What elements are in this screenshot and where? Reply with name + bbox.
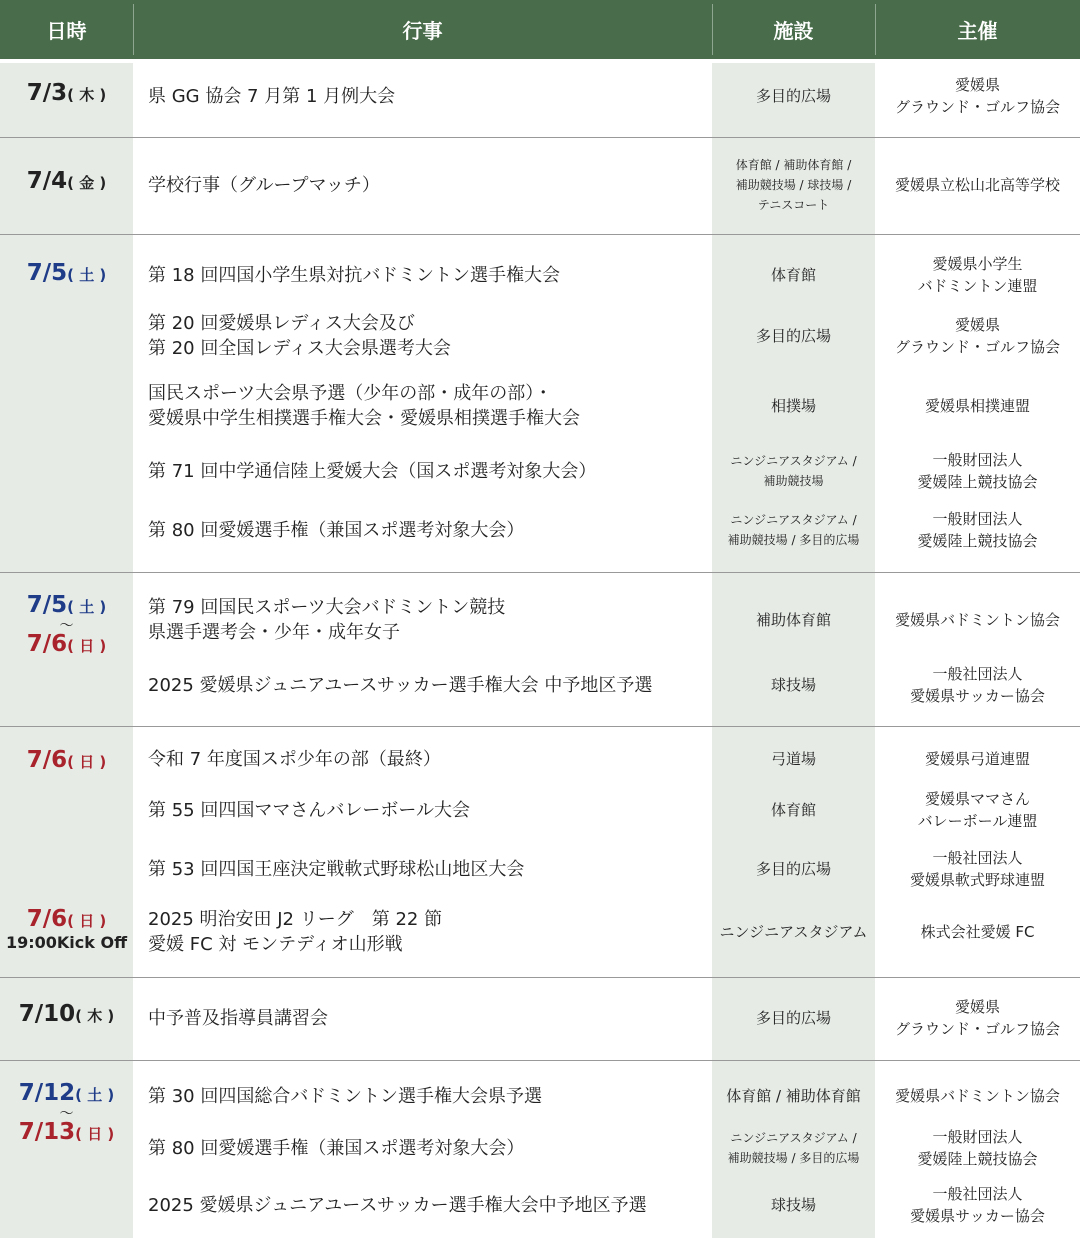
facility-line: 球技場	[770, 676, 816, 694]
event-line: 第 18 回四国小学生県対抗バドミントン選手権大会	[148, 264, 560, 286]
facility-line: 多目的広場	[755, 87, 831, 105]
organizer-line: バレーボール連盟	[917, 812, 1038, 830]
organizer-line: 一般財団法人	[932, 451, 1023, 469]
organizer-line: 株式会社愛媛 FC	[920, 923, 1035, 941]
facility-name	[712, 441, 875, 501]
event-name	[148, 839, 708, 899]
organizer-line: 愛媛県バドミントン協会	[895, 611, 1060, 629]
organizer-line: 愛媛県弓道連盟	[924, 750, 1030, 768]
facility-name	[712, 988, 875, 1048]
event-line: 学校行事（グループマッチ）	[148, 174, 380, 196]
organizer-line: 愛媛陸上競技協会	[917, 532, 1038, 550]
event-line: 2025 明治安田 J2 リーグ 第 22 節	[148, 909, 443, 930]
organizer-name	[875, 902, 1080, 962]
organizer-name	[875, 655, 1080, 715]
facility-name	[712, 655, 875, 715]
header-divider	[875, 4, 876, 55]
date-weekday: ( 木 )	[75, 1007, 115, 1025]
organizer-name	[875, 1118, 1080, 1178]
facility-line: 補助体育館	[755, 611, 831, 629]
facility-name	[712, 839, 875, 899]
organizer-name	[875, 245, 1080, 305]
row-divider	[0, 572, 1080, 573]
facility-line: ニンジニアスタジアム	[719, 923, 868, 941]
facility-line: 球技場	[770, 1196, 816, 1214]
facility-line: 補助競技場 / 多目的広場	[727, 1151, 860, 1165]
date-line	[0, 1003, 133, 1026]
facility-name	[712, 1118, 875, 1178]
facility-line: 多目的広場	[755, 860, 831, 878]
event-line: 第 53 回四国王座決定戦軟式野球松山地区大会	[148, 858, 525, 880]
facility-line: 補助競技場 / 多目的広場	[727, 533, 860, 547]
date-number: 7/4	[26, 168, 68, 194]
facility-line: 多目的広場	[755, 327, 831, 345]
facility-line: ニンジニアスタジアム /	[730, 513, 857, 527]
organizer-line: 一般社団法人	[932, 665, 1023, 683]
event-name	[148, 655, 708, 715]
event-line: 第 55 回四国ママさんバレーボール大会	[148, 799, 470, 821]
event-line: 県選手選考会・少年・成年女子	[148, 622, 400, 643]
date-number: 7/6	[26, 906, 68, 932]
date-line	[0, 1082, 133, 1105]
date-line	[0, 749, 133, 772]
date-weekday: ( 日 )	[75, 1125, 115, 1143]
date-line	[0, 1121, 133, 1144]
row-divider	[0, 726, 1080, 727]
event-line: 国民スポーツ大会県予選（少年の部・成年の部）・	[148, 383, 553, 404]
row-divider	[0, 1060, 1080, 1061]
facility-line: 体育館	[770, 266, 816, 284]
date-weekday: ( 日 )	[67, 637, 107, 655]
organizer-name	[875, 839, 1080, 899]
organizer-name	[875, 988, 1080, 1048]
row-divider	[0, 137, 1080, 138]
event-line: 第 80 回愛媛選手権（兼国スポ選考対象大会）	[148, 519, 525, 541]
date-number: 7/3	[26, 80, 68, 106]
facility-name	[712, 66, 875, 126]
date-line	[0, 908, 133, 931]
organizer-name	[875, 376, 1080, 436]
facility-name	[712, 590, 875, 650]
event-line: 第 71 回中学通信陸上愛媛大会（国スポ選考対象大会）	[148, 460, 597, 482]
event-line: 第 30 回四国総合バドミントン選手権大会県予選	[148, 1085, 542, 1107]
date-block	[0, 749, 133, 772]
event-name	[148, 376, 708, 436]
event-line: 令和 7 年度国スポ少年の部（最終）	[148, 748, 441, 770]
event-line: 2025 愛媛県ジュニアユースサッカー選手権大会中予地区予選	[148, 1194, 647, 1216]
facility-line: 体育館 / 補助体育館	[726, 1087, 861, 1105]
date-number: 7/6	[26, 631, 68, 657]
date-weekday: ( 日 )	[67, 753, 107, 771]
facility-name	[712, 306, 875, 366]
facility-line: 体育館	[770, 801, 816, 819]
row-divider	[0, 977, 1080, 978]
date-number: 7/12	[18, 1080, 76, 1106]
event-name	[148, 590, 708, 650]
date-block	[0, 262, 133, 285]
event-line: 愛媛県中学生相撲選手権大会・愛媛県相撲選手権大会	[148, 408, 580, 429]
facility-name	[712, 155, 875, 215]
facility-line: 補助競技場 / 球技場 /	[735, 178, 852, 192]
date-number: 7/13	[18, 1119, 76, 1145]
date-line	[0, 633, 133, 656]
organizer-line: 一般社団法人	[932, 1185, 1023, 1203]
organizer-line: 愛媛県サッカー協会	[910, 1207, 1045, 1225]
facility-line: ニンジニアスタジアム /	[730, 1131, 857, 1145]
organizer-line: 一般財団法人	[932, 1128, 1023, 1146]
organizer-line: 愛媛県軟式野球連盟	[909, 871, 1045, 889]
date-weekday: ( 木 )	[67, 86, 107, 104]
organizer-name	[875, 441, 1080, 501]
date-block	[0, 170, 133, 193]
organizer-line: 愛媛県バドミントン協会	[895, 1087, 1060, 1105]
organizer-line: 愛媛県相撲連盟	[924, 397, 1030, 415]
kickoff-time: 19:00Kick Off	[5, 933, 128, 952]
organizer-name	[875, 590, 1080, 650]
event-name	[148, 1066, 708, 1126]
event-name	[148, 902, 708, 962]
date-line	[0, 262, 133, 285]
organizer-line: グラウンド・ゴルフ協会	[894, 98, 1060, 116]
organizer-name	[875, 306, 1080, 366]
facility-line: 多目的広場	[755, 1009, 831, 1027]
organizer-line: グラウンド・ゴルフ協会	[894, 1020, 1060, 1038]
organizer-line: 愛媛県立松山北高等学校	[894, 176, 1060, 194]
header-divider	[133, 4, 134, 55]
event-line: 中予普及指導員講習会	[148, 1007, 328, 1029]
date-range-tilde: 〜	[59, 618, 74, 634]
date-number: 7/5	[26, 592, 68, 618]
date-weekday: ( 日 )	[67, 912, 107, 930]
event-name	[148, 306, 708, 366]
header-date: 日時	[0, 0, 133, 59]
event-name	[148, 1175, 708, 1235]
organizer-line: 愛媛県	[954, 76, 1000, 94]
facility-line: 相撲場	[770, 397, 816, 415]
date-weekday: ( 土 )	[67, 598, 107, 616]
date-line	[0, 594, 133, 617]
header-facility: 施設	[712, 0, 875, 59]
organizer-name	[875, 780, 1080, 840]
header-organizer: 主催	[875, 0, 1080, 59]
event-line: 第 80 回愛媛選手権（兼国スポ選考対象大会）	[148, 1137, 525, 1159]
organizer-line: 愛媛県小学生	[932, 255, 1023, 273]
organizer-line: 一般財団法人	[932, 510, 1023, 528]
organizer-line: 愛媛陸上競技協会	[917, 473, 1038, 491]
organizer-line: 愛媛陸上競技協会	[917, 1150, 1038, 1168]
facility-name	[712, 1066, 875, 1126]
event-line: 第 20 回全国レディス大会県選考大会	[148, 338, 451, 359]
date-number: 7/6	[26, 747, 68, 773]
header-divider	[712, 4, 713, 55]
event-line: 第 20 回愛媛県レディス大会及び	[148, 313, 415, 334]
event-name	[148, 66, 708, 126]
date-weekday: ( 金 )	[67, 174, 107, 192]
event-line: 県 GG 協会 7 月第 1 月例大会	[148, 85, 396, 107]
date-number: 7/10	[18, 1001, 76, 1027]
date-line	[0, 82, 133, 105]
event-name	[148, 245, 708, 305]
date-block	[0, 1003, 133, 1026]
event-name	[148, 155, 708, 215]
organizer-line: 愛媛県	[954, 998, 1000, 1016]
facility-name	[712, 376, 875, 436]
facility-name	[712, 245, 875, 305]
organizer-name	[875, 500, 1080, 560]
date-number: 7/5	[26, 260, 68, 286]
event-line: 愛媛 FC 対 モンテディオ山形戦	[148, 934, 403, 955]
row-divider	[0, 234, 1080, 235]
event-name	[148, 780, 708, 840]
date-line	[0, 170, 133, 193]
date-range-tilde: 〜	[59, 1106, 74, 1122]
date-block	[0, 1082, 133, 1144]
facility-name	[712, 902, 875, 962]
header-event: 行事	[133, 0, 712, 59]
facility-name	[712, 500, 875, 560]
organizer-line: 愛媛県サッカー協会	[910, 687, 1045, 705]
organizer-line: バドミントン連盟	[917, 277, 1038, 295]
event-line: 第 79 回国民スポーツ大会バドミントン競技	[148, 597, 506, 618]
organizer-name	[875, 155, 1080, 215]
event-name	[148, 441, 708, 501]
event-name	[148, 500, 708, 560]
date-weekday: ( 土 )	[67, 266, 107, 284]
event-name	[148, 1118, 708, 1178]
date-block	[0, 82, 133, 105]
organizer-name	[875, 1066, 1080, 1126]
facility-line: 弓道場	[770, 750, 816, 768]
organizer-line: 愛媛県ママさん	[924, 790, 1030, 808]
organizer-line: 愛媛県	[954, 316, 1000, 334]
event-name	[148, 988, 708, 1048]
facility-line: 補助競技場	[763, 474, 824, 488]
date-weekday: ( 土 )	[75, 1086, 115, 1104]
facility-line: テニスコート	[757, 198, 830, 212]
organizer-line: 一般社団法人	[932, 849, 1023, 867]
organizer-name	[875, 1175, 1080, 1235]
facility-line: ニンジニアスタジアム /	[730, 454, 857, 468]
facility-name	[712, 1175, 875, 1235]
facility-line: 体育館 / 補助体育館 /	[735, 158, 852, 172]
organizer-line: グラウンド・ゴルフ協会	[894, 338, 1060, 356]
event-line: 2025 愛媛県ジュニアユースサッカー選手権大会 中予地区予選	[148, 674, 653, 696]
row-date-block	[0, 908, 133, 951]
organizer-name	[875, 66, 1080, 126]
date-block	[0, 594, 133, 656]
facility-name	[712, 780, 875, 840]
